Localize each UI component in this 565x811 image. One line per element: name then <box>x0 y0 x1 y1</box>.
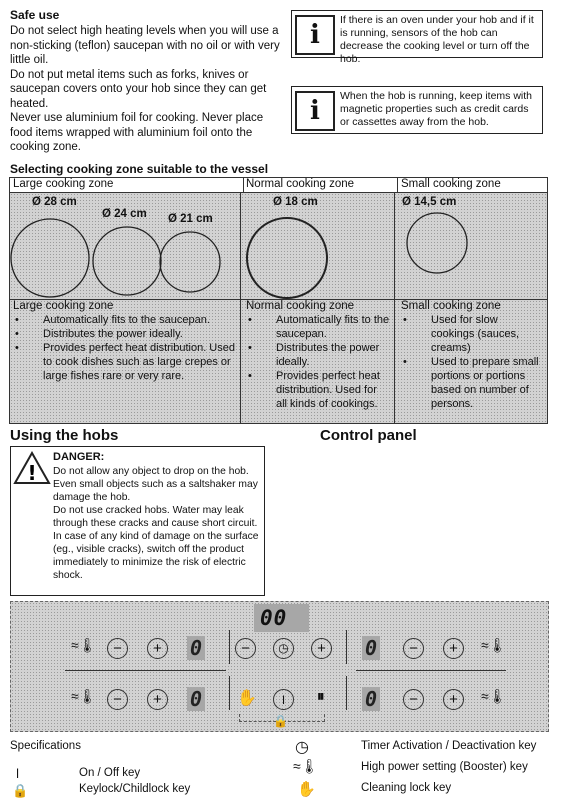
zone-desc-small <box>398 300 544 423</box>
zone-circle-18 <box>247 218 327 298</box>
divider-line <box>65 670 226 671</box>
info-box-oven-text: If there is an oven under your hob and if it is running, sensors of the hob can decrease the cooking level or turn off the hob. <box>340 14 534 65</box>
timer-icon: ◷ <box>295 739 309 756</box>
booster-icon[interactable]: ≈🌡 <box>481 637 507 653</box>
spec-on-off-label: On / Off key <box>79 767 141 779</box>
zone-display-rear-left: 0 <box>187 687 205 711</box>
spec-booster-label: High power setting (Booster) key <box>361 761 528 773</box>
zone-desc-small-list <box>398 313 544 411</box>
diameter-label-28: Ø 28 cm <box>32 196 77 208</box>
using-hobs-title: Using the hobs <box>10 427 119 444</box>
danger-p2: Do not use cracked hobs. Water may leak through these cracks and cause short circuit. In case of any kind of damage on the surface (eg., visible cracks), switch off the product immediately to minimize the risk of electric shock. <box>53 505 259 581</box>
safe-use-p2: Do not put metal items such as forks, knives or saucepan covers onto your hob since they can get heated. <box>10 68 267 110</box>
zone-desc-normal-list <box>243 313 394 411</box>
large-zone-circles <box>10 193 240 299</box>
zone-desc-large-header: Large cooking zone <box>13 300 114 312</box>
timer-display-digits: 00 <box>260 606 288 630</box>
zone-display-front-left: 0 <box>187 636 205 660</box>
zone-desc-row <box>10 300 547 423</box>
list-item: • Provides perfect heat distribution. Used to cook dishes such as large crepes or large fishes rare or very rare. <box>15 342 235 382</box>
timer-plus-button[interactable]: + <box>311 638 332 659</box>
warning-triangle-icon <box>13 451 51 485</box>
zone-desc-large <box>10 300 241 423</box>
list-item: • Used for slow cookings (sauces, creams) <box>403 314 520 354</box>
small-zone-circle <box>398 193 544 299</box>
cleaning-hand-icon[interactable]: ✋ <box>237 690 257 707</box>
zone-desc-normal <box>243 300 395 423</box>
selecting-title: Selecting cooking zone suitable to the vessel <box>10 162 269 176</box>
lock-icon: 🔒 <box>12 783 29 798</box>
booster-icon[interactable]: ≈🌡 <box>481 688 507 704</box>
danger-box <box>10 446 265 596</box>
timer-icon[interactable]: ◷ <box>273 638 294 659</box>
divider-line <box>229 630 230 664</box>
zone-desc-large-list <box>10 313 240 383</box>
safe-use-body <box>10 24 282 155</box>
plus-button[interactable]: + <box>147 638 168 659</box>
booster-icon[interactable]: ≈🌡 <box>71 637 97 653</box>
info-box-oven <box>291 10 543 65</box>
timer-minus-button[interactable]: − <box>235 638 256 659</box>
danger-p1: Do not allow any object to drop on the hob. Even small objects such as a saltshaker may damage the hob. <box>53 466 258 503</box>
safe-use-p3: Never use aluminium foil for cooking. Never place food items wrapped with aluminium foil onto the cooking zone. <box>10 112 264 153</box>
zone-cell-large <box>10 193 241 299</box>
diameter-label-14-5: Ø 14,5 cm <box>402 196 457 208</box>
power-icon[interactable]: ⏽ <box>273 689 294 710</box>
zone-circle-24 <box>93 227 161 295</box>
list-item: • Provides perfect heat distribution. Used for all kinds of cookings. <box>248 370 380 410</box>
plus-button[interactable]: + <box>443 689 464 710</box>
svg-text:!: ! <box>27 461 37 485</box>
safe-use-title: Safe use <box>10 8 60 22</box>
safe-use-p1: Do not select high heating levels when you will use a non-sticking (teflon) saucepan with no oil or with very little oil. <box>10 25 280 66</box>
zone-table <box>9 177 548 424</box>
divider-line <box>346 676 347 710</box>
zone-desc-normal-header: Normal cooking zone <box>246 300 355 312</box>
diameter-label-21: Ø 21 cm <box>168 213 213 225</box>
booster-icon: ≈🌡 <box>293 758 319 774</box>
spec-cleaning-label: Cleaning lock key <box>361 782 452 794</box>
zone-header-normal: Normal cooking zone <box>243 178 398 192</box>
specifications-title: Specifications <box>10 740 81 752</box>
pause-icon[interactable]: ⏸ <box>317 688 325 705</box>
list-item: • Automatically fits to the saucepan. <box>248 314 390 340</box>
info-box-magnetic-text: When the hob is running, keep items with magnetic properties such as credit cards or cassettes away from the hob. <box>340 90 533 128</box>
list-item: • Automatically fits to the saucepan. <box>15 314 210 326</box>
zone-table-header-row <box>10 178 547 193</box>
control-panel-title: Control panel <box>320 427 417 444</box>
minus-button[interactable]: − <box>403 638 424 659</box>
minus-button[interactable]: − <box>107 689 128 710</box>
power-icon: ⏽ <box>12 765 24 781</box>
diameter-label-18: Ø 18 cm <box>273 196 318 208</box>
zone-desc-small-header: Small cooking zone <box>401 300 501 312</box>
divider-line <box>229 676 230 710</box>
zone-circles-row <box>10 193 547 300</box>
list-item: • Distributes the power ideally. <box>248 342 380 368</box>
cleaning-hand-icon: ✋ <box>297 781 316 798</box>
zone-circle-21 <box>160 232 220 292</box>
zone-circle-28 <box>11 219 89 297</box>
danger-text <box>53 465 259 582</box>
info-icon: i <box>295 91 335 131</box>
zone-display-front-right: 0 <box>362 636 380 660</box>
zone-header-large: Large cooking zone <box>10 178 244 192</box>
minus-button[interactable]: − <box>107 638 128 659</box>
zone-cell-normal <box>243 193 395 299</box>
lock-icon[interactable]: 🔒 <box>273 714 288 728</box>
zone-header-small: Small cooking zone <box>401 178 501 190</box>
plus-button[interactable]: + <box>443 638 464 659</box>
zone-display-rear-right: 0 <box>362 687 380 711</box>
spec-keylock-label: Keylock/Childlock key <box>79 783 191 795</box>
zone-circle-14-5 <box>407 213 467 273</box>
normal-zone-circle <box>243 193 394 299</box>
info-icon: i <box>295 15 335 55</box>
divider-line <box>356 670 506 671</box>
spec-timer-label: Timer Activation / Deactivation key <box>361 740 537 752</box>
control-panel-graphic <box>10 601 549 732</box>
diameter-label-24: Ø 24 cm <box>102 208 147 220</box>
minus-button[interactable]: − <box>403 689 424 710</box>
list-item: • Distributes the power ideally. <box>15 328 183 340</box>
info-box-magnetic <box>291 86 543 134</box>
plus-button[interactable]: + <box>147 689 168 710</box>
divider-line <box>346 630 347 664</box>
list-item: • Used to prepare small portions or portions based on number of persons. <box>403 356 539 410</box>
booster-icon[interactable]: ≈🌡 <box>71 688 97 704</box>
danger-label: DANGER: <box>53 451 105 463</box>
zone-cell-small <box>398 193 544 299</box>
